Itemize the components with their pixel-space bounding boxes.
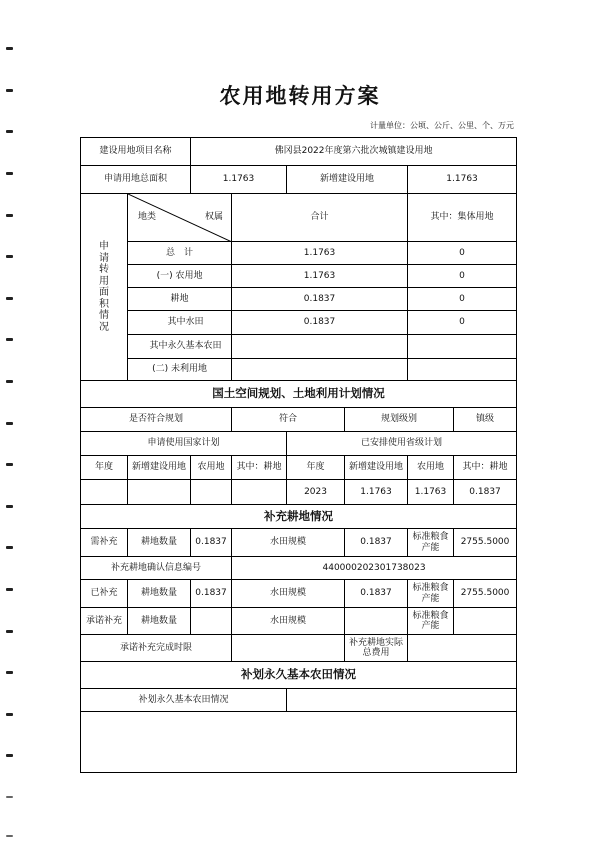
- done-grain-value: 2755.5000: [454, 580, 517, 608]
- need-farmland-qty-label: 耕地数量: [128, 529, 191, 557]
- confirm-code-label: 补充耕地确认信息编号: [81, 557, 232, 580]
- row-cultivated-collective: 0: [408, 288, 517, 311]
- plan-col-cultivated: 其中：耕地: [232, 456, 287, 480]
- row-grand-total-label: 总 计: [128, 242, 232, 265]
- plan-cell: [191, 480, 232, 505]
- row-unused-label: (二) 未利用地: [128, 359, 232, 381]
- basic-farmland-section-title: 补划永久基本农田情况: [81, 662, 517, 689]
- plan-col-cultivated-provincial: 其中：耕地: [454, 456, 517, 480]
- blank-area: [81, 712, 517, 773]
- row-paddy-label: 其中水田: [128, 311, 232, 335]
- done-farmland-qty-value: 0.1837: [191, 580, 232, 608]
- header-ownership-label: 权属: [205, 212, 224, 222]
- promise-supplement-label: 承诺补充: [81, 608, 128, 635]
- page-title: 农用地转用方案: [219, 83, 381, 108]
- row-agricultural-value: 1.1763: [232, 265, 408, 288]
- project-name-label: 建设用地项目名称: [81, 138, 191, 166]
- done-paddy-scale-value: 0.1837: [345, 580, 408, 608]
- promise-farmland-qty-value: [191, 608, 232, 635]
- promise-grain-label: 标准粮食产能: [408, 608, 454, 635]
- plan-cell: [232, 480, 287, 505]
- basic-farmland-value: [287, 689, 517, 712]
- confirm-code-value: 440000202301738023: [232, 557, 517, 580]
- total-cost-value: [408, 635, 517, 662]
- supplement-section-title: 补充耕地情况: [81, 505, 517, 529]
- plan-cell-agricultural: 1.1763: [408, 480, 454, 505]
- conform-plan-label: 是否符合规划: [81, 408, 232, 432]
- plan-col-new-construction-provincial: 新增建设用地: [345, 456, 408, 480]
- need-farmland-qty-value: 0.1837: [191, 529, 232, 557]
- category-ownership-header: [128, 194, 232, 242]
- row-permanent-farmland-label: 其中永久基本农田: [128, 335, 232, 359]
- plan-col-year-provincial: 年度: [287, 456, 345, 480]
- promise-paddy-scale-value: [345, 608, 408, 635]
- land-conversion-table: [80, 137, 517, 773]
- plan-cell-year: 2023: [287, 480, 345, 505]
- row-cultivated-value: 0.1837: [232, 288, 408, 311]
- promise-grain-value: [454, 608, 517, 635]
- apply-section-label: 申 请 转 用 面 积 情 况: [81, 194, 128, 381]
- plan-col-agricultural: 农用地: [191, 456, 232, 480]
- done-farmland-qty-label: 耕地数量: [128, 580, 191, 608]
- row-agricultural-label: (一) 农用地: [128, 265, 232, 288]
- plan-cell-cultivated: 0.1837: [454, 480, 517, 505]
- row-paddy-value: 0.1837: [232, 311, 408, 335]
- promise-paddy-scale-label: 水田规模: [232, 608, 345, 635]
- binding-marks: [6, 0, 16, 850]
- plan-section-title: 国土空间规划、土地利用计划情况: [81, 381, 517, 408]
- plan-col-new-construction: 新增建设用地: [128, 456, 191, 480]
- row-permanent-farmland-value: [232, 335, 408, 359]
- plan-cell-new-construction: 1.1763: [345, 480, 408, 505]
- need-paddy-scale-value: 0.1837: [345, 529, 408, 557]
- plan-cell: [128, 480, 191, 505]
- row-grand-total-collective: 0: [408, 242, 517, 265]
- header-category-label: 地类: [138, 212, 157, 222]
- plan-cell: [81, 480, 128, 505]
- new-construction-value: 1.1763: [408, 166, 517, 194]
- total-area-label: 申请用地总面积: [81, 166, 191, 194]
- finish-time-label: 承诺补充完成时限: [81, 635, 232, 662]
- plan-level-label: 规划级别: [345, 408, 454, 432]
- provincial-plan-label: 已安排使用省级计划: [287, 432, 517, 456]
- measurement-units: 计量单位：公顷、公斤、公里、个、万元: [370, 121, 514, 130]
- new-construction-label: 新增建设用地: [287, 166, 408, 194]
- need-paddy-scale-label: 水田规模: [232, 529, 345, 557]
- national-plan-label: 申请使用国家计划: [81, 432, 287, 456]
- plan-col-agricultural-provincial: 农用地: [408, 456, 454, 480]
- row-cultivated-label: 耕地: [128, 288, 232, 311]
- plan-col-year: 年度: [81, 456, 128, 480]
- plan-level-value: 镇级: [454, 408, 517, 432]
- basic-farmland-label: 补划永久基本农田情况: [81, 689, 287, 712]
- done-grain-label: 标准粮食产能: [408, 580, 454, 608]
- need-supplement-label: 需补充: [81, 529, 128, 557]
- row-unused-value: [232, 359, 408, 381]
- done-supplement-label: 已补充: [81, 580, 128, 608]
- row-grand-total-value: 1.1763: [232, 242, 408, 265]
- total-cost-label: 补充耕地实际总费用: [345, 635, 408, 662]
- total-area-value: 1.1763: [191, 166, 287, 194]
- need-grain-label: 标准粮食产能: [408, 529, 454, 557]
- promise-farmland-qty-label: 耕地数量: [128, 608, 191, 635]
- col-collective-header: 其中：集体用地: [408, 194, 517, 242]
- col-total-header: 合计: [232, 194, 408, 242]
- done-paddy-scale-label: 水田规模: [232, 580, 345, 608]
- project-name-value: 佛冈县2022年度第六批次城镇建设用地: [191, 138, 517, 166]
- conform-plan-value: 符合: [232, 408, 345, 432]
- row-paddy-collective: 0: [408, 311, 517, 335]
- row-permanent-farmland-collective: [408, 335, 517, 359]
- row-unused-collective: [408, 359, 517, 381]
- need-grain-value: 2755.5000: [454, 529, 517, 557]
- finish-time-value: [232, 635, 345, 662]
- row-agricultural-collective: 0: [408, 265, 517, 288]
